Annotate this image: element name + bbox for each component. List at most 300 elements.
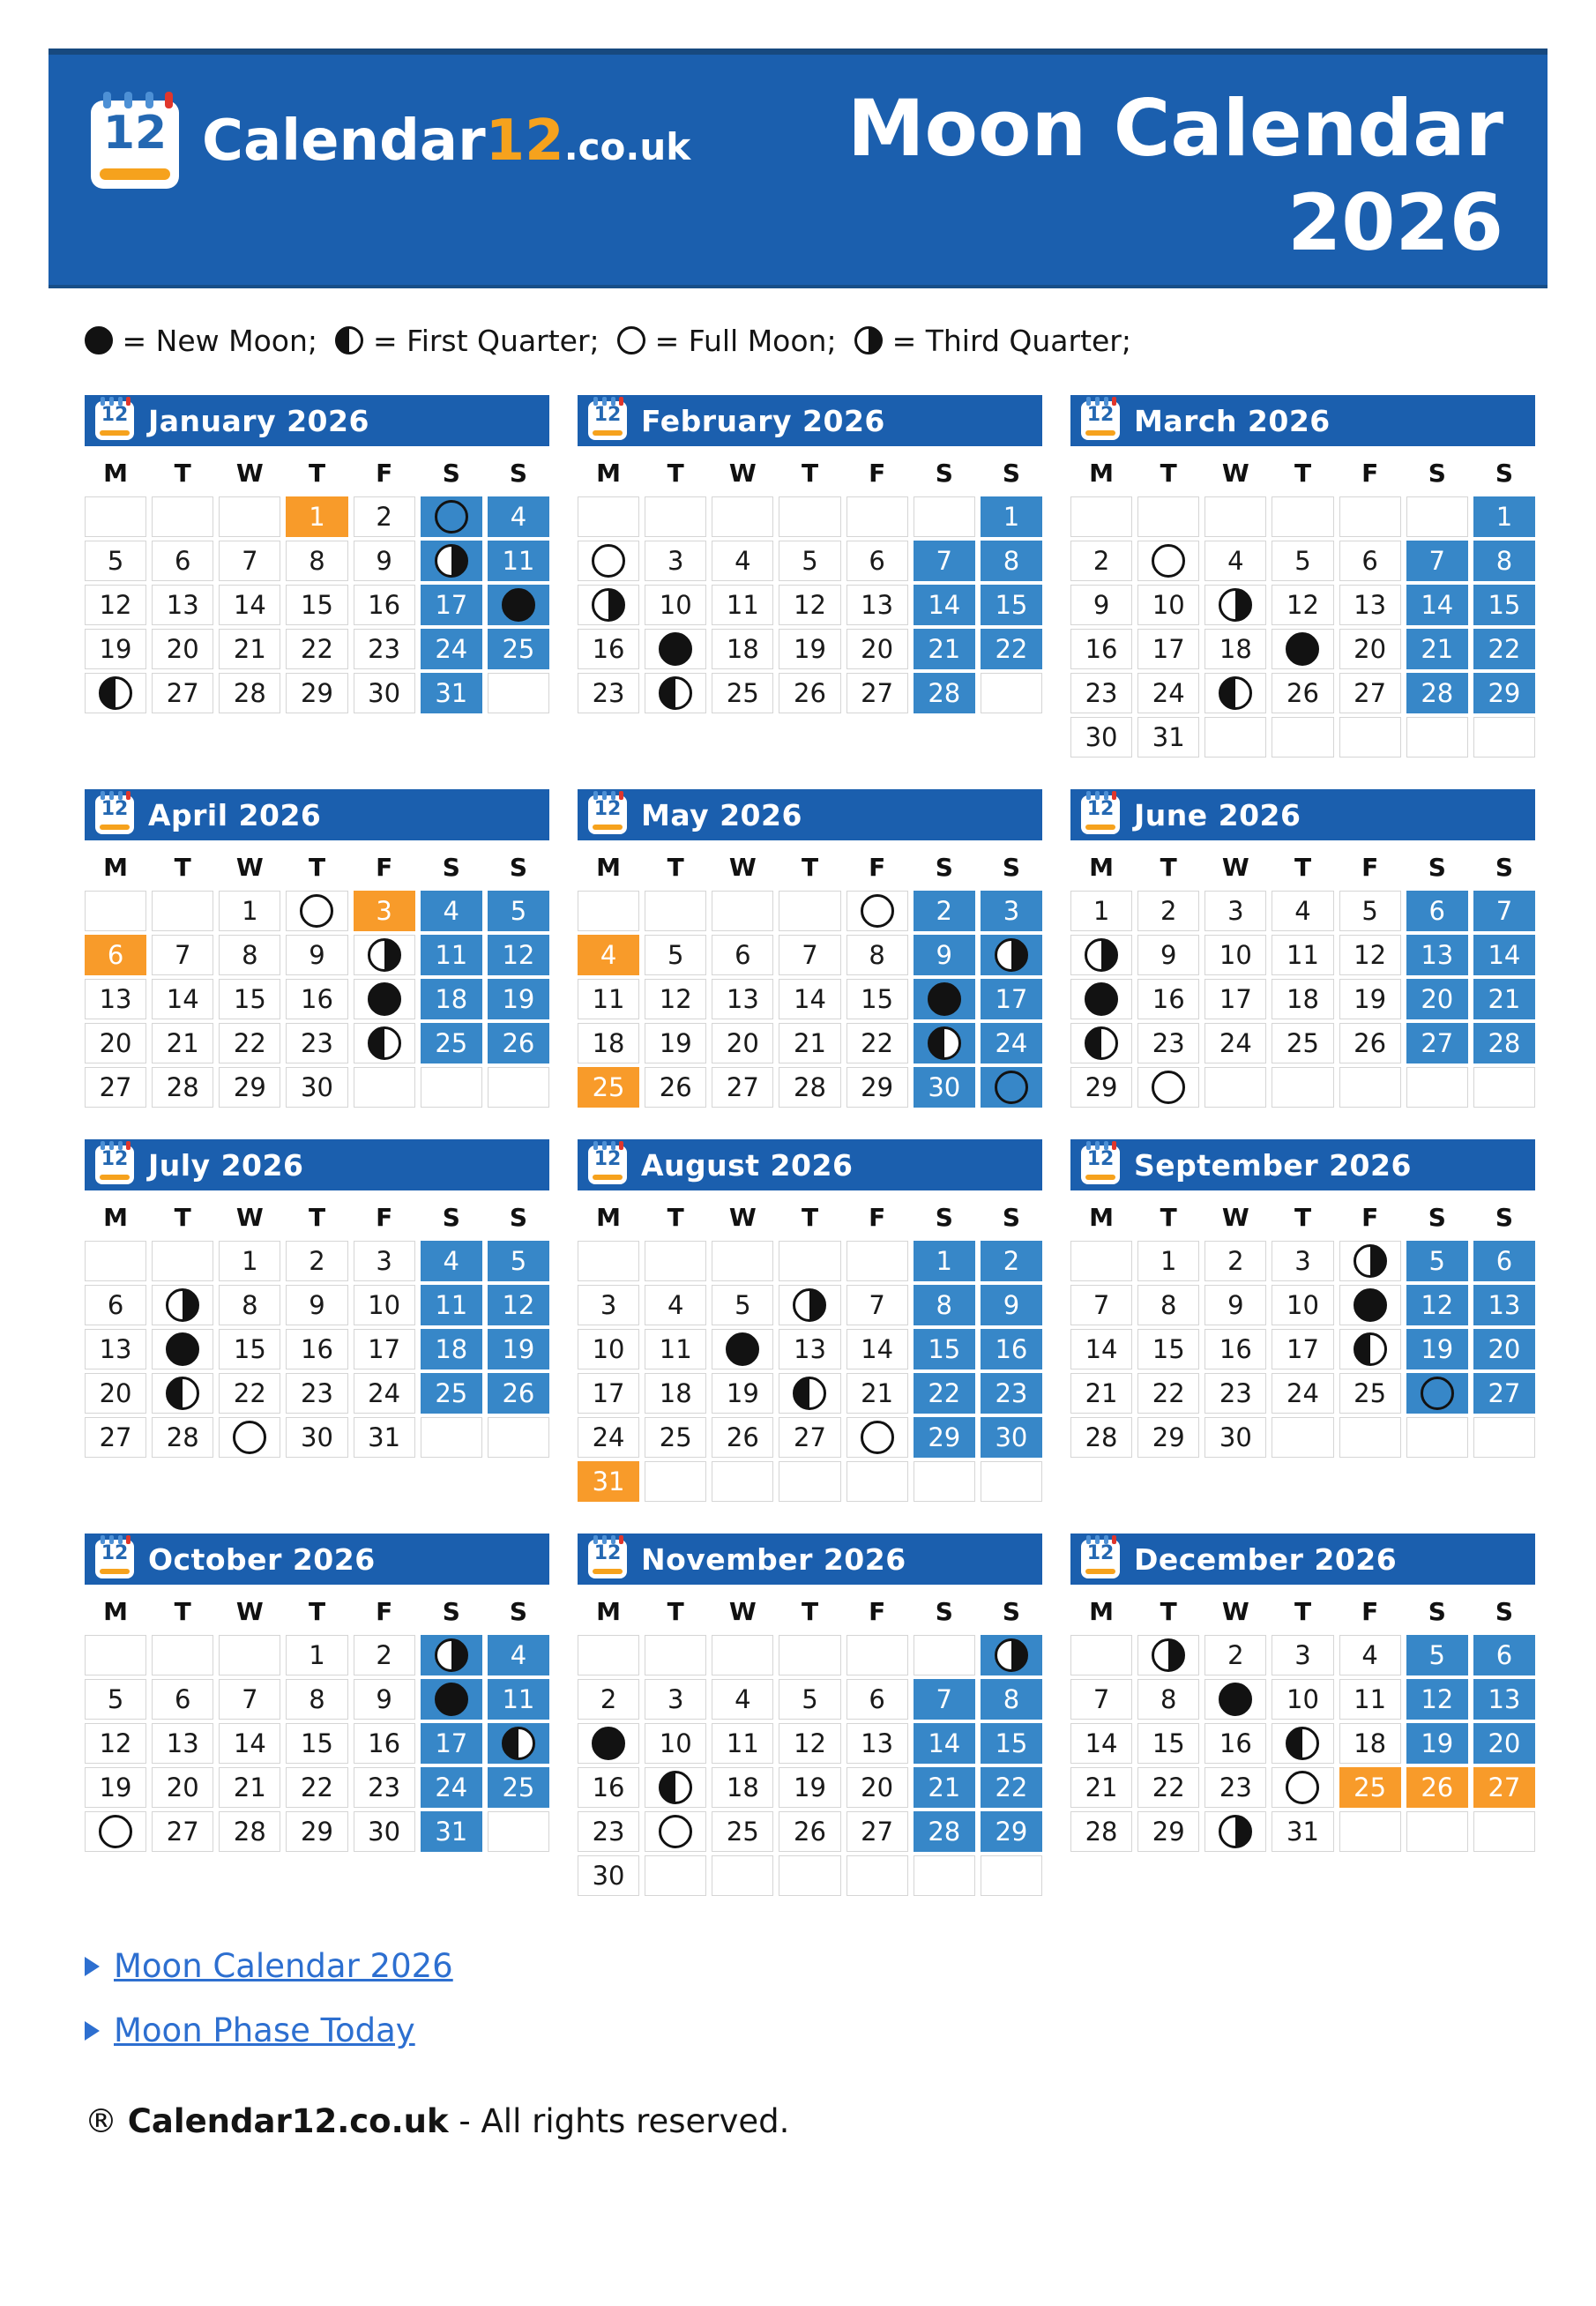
day-cell[interactable]: 24 [981, 1023, 1042, 1063]
day-cell[interactable]: 5 [1272, 541, 1333, 581]
day-cell[interactable]: 2 [354, 1635, 415, 1675]
day-cell[interactable]: 28 [914, 673, 975, 713]
day-cell[interactable]: 21 [846, 1373, 908, 1414]
day-cell[interactable]: 21 [1070, 1767, 1132, 1808]
day-cell[interactable]: 13 [152, 585, 213, 625]
day-cell[interactable]: 15 [981, 1723, 1042, 1764]
day-cell[interactable]: 29 [1137, 1417, 1199, 1458]
day-cell[interactable]: 25 [1339, 1373, 1401, 1414]
day-cell[interactable]: 18 [421, 1329, 482, 1369]
day-cell[interactable]: 4 [712, 1679, 773, 1720]
day-cell[interactable]: 23 [1204, 1373, 1266, 1414]
day-cell[interactable]: 24 [1204, 1023, 1266, 1063]
day-cell[interactable]: 15 [219, 1329, 280, 1369]
day-cell[interactable]: 3 [578, 1285, 639, 1325]
day-cell[interactable]: 28 [779, 1067, 840, 1108]
day-cell-moon-new[interactable] [578, 1723, 639, 1764]
day-cell[interactable]: 29 [846, 1067, 908, 1108]
day-cell[interactable]: 12 [1406, 1679, 1468, 1720]
day-cell[interactable]: 28 [219, 1811, 280, 1852]
day-cell[interactable]: 13 [1339, 585, 1401, 625]
day-cell-moon-full[interactable] [981, 1067, 1042, 1108]
day-cell-moon-third[interactable] [1204, 585, 1266, 625]
day-cell[interactable]: 7 [846, 1285, 908, 1325]
day-cell[interactable]: 1 [219, 891, 280, 931]
day-cell[interactable]: 14 [846, 1329, 908, 1369]
day-cell[interactable]: 13 [152, 1723, 213, 1764]
day-cell[interactable]: 26 [488, 1373, 549, 1414]
day-cell[interactable]: 5 [85, 1679, 146, 1720]
day-cell[interactable]: 26 [712, 1417, 773, 1458]
day-cell[interactable]: 9 [286, 935, 347, 975]
day-cell[interactable]: 2 [354, 496, 415, 537]
day-cell[interactable]: 15 [286, 585, 347, 625]
day-cell-moon-third[interactable] [421, 1635, 482, 1675]
day-cell[interactable]: 9 [914, 935, 975, 975]
day-cell[interactable]: 16 [354, 1723, 415, 1764]
day-cell[interactable]: 19 [1406, 1723, 1468, 1764]
day-cell-moon-first[interactable] [1272, 1723, 1333, 1764]
day-cell[interactable]: 25 [488, 1767, 549, 1808]
day-cell[interactable]: 16 [981, 1329, 1042, 1369]
day-cell[interactable]: 10 [1137, 585, 1199, 625]
day-cell[interactable]: 1 [1473, 496, 1535, 537]
day-cell[interactable]: 28 [152, 1067, 213, 1108]
day-cell[interactable]: 12 [1339, 935, 1401, 975]
day-cell[interactable]: 20 [1473, 1723, 1535, 1764]
day-cell-moon-new[interactable] [1204, 1679, 1266, 1720]
day-cell-moon-third[interactable] [981, 935, 1042, 975]
day-cell[interactable]: 7 [219, 1679, 280, 1720]
day-cell[interactable]: 3 [354, 1241, 415, 1281]
day-cell[interactable]: 8 [1473, 541, 1535, 581]
day-cell-moon-full[interactable] [846, 1417, 908, 1458]
day-cell-moon-new[interactable] [1070, 979, 1132, 1019]
day-cell-moon-full[interactable] [1137, 1067, 1199, 1108]
day-cell-moon-full[interactable] [1406, 1373, 1468, 1414]
site-logo[interactable] [91, 97, 690, 191]
day-cell[interactable]: 29 [914, 1417, 975, 1458]
day-cell[interactable]: 30 [286, 1067, 347, 1108]
day-cell[interactable]: 8 [981, 1679, 1042, 1720]
day-cell[interactable]: 1 [219, 1241, 280, 1281]
day-cell-moon-full[interactable] [1137, 541, 1199, 581]
day-cell[interactable]: 7 [219, 541, 280, 581]
day-cell[interactable]: 10 [354, 1285, 415, 1325]
day-cell-moon-third[interactable] [578, 585, 639, 625]
day-cell[interactable]: 20 [1406, 979, 1468, 1019]
day-cell[interactable]: 22 [219, 1373, 280, 1414]
day-cell[interactable]: 24 [421, 629, 482, 669]
day-cell-moon-new[interactable] [1272, 629, 1333, 669]
day-cell[interactable]: 27 [85, 1417, 146, 1458]
day-cell[interactable]: 16 [1070, 629, 1132, 669]
day-cell[interactable]: 17 [1137, 629, 1199, 669]
day-cell-moon-third[interactable] [1339, 1241, 1401, 1281]
day-cell[interactable]: 10 [645, 585, 706, 625]
day-cell[interactable]: 25 [421, 1373, 482, 1414]
day-cell[interactable]: 13 [712, 979, 773, 1019]
day-cell[interactable]: 29 [219, 1067, 280, 1108]
day-cell[interactable]: 8 [914, 1285, 975, 1325]
day-cell[interactable]: 14 [1070, 1329, 1132, 1369]
day-cell[interactable]: 12 [1406, 1285, 1468, 1325]
day-cell[interactable]: 20 [1339, 629, 1401, 669]
day-cell[interactable]: 14 [219, 1723, 280, 1764]
day-cell[interactable]: 13 [1406, 935, 1468, 975]
day-cell[interactable]: 16 [286, 979, 347, 1019]
day-cell[interactable]: 4 [1272, 891, 1333, 931]
day-cell[interactable]: 27 [1473, 1767, 1535, 1808]
day-cell[interactable]: 22 [286, 1767, 347, 1808]
day-cell[interactable]: 13 [85, 1329, 146, 1369]
day-cell[interactable]: 20 [152, 1767, 213, 1808]
day-cell[interactable]: 1 [286, 1635, 347, 1675]
day-cell[interactable]: 6 [846, 1679, 908, 1720]
day-cell[interactable]: 22 [219, 1023, 280, 1063]
day-cell[interactable]: 24 [354, 1373, 415, 1414]
day-cell[interactable]: 16 [1137, 979, 1199, 1019]
day-cell[interactable]: 20 [846, 629, 908, 669]
day-cell-moon-first[interactable] [354, 1023, 415, 1063]
day-cell[interactable]: 15 [914, 1329, 975, 1369]
day-cell[interactable]: 7 [914, 1679, 975, 1720]
day-cell-moon-third[interactable] [152, 1285, 213, 1325]
day-cell[interactable]: 31 [1137, 717, 1199, 757]
day-cell[interactable]: 4 [421, 891, 482, 931]
day-cell[interactable]: 16 [1204, 1723, 1266, 1764]
day-cell[interactable]: 30 [981, 1417, 1042, 1458]
day-cell[interactable]: 29 [286, 1811, 347, 1852]
day-cell[interactable]: 13 [1473, 1679, 1535, 1720]
day-cell[interactable]: 20 [85, 1023, 146, 1063]
day-cell[interactable]: 10 [578, 1329, 639, 1369]
day-cell-moon-third[interactable] [1070, 935, 1132, 975]
day-cell[interactable]: 20 [846, 1767, 908, 1808]
day-cell[interactable]: 27 [85, 1067, 146, 1108]
day-cell-moon-new[interactable] [914, 979, 975, 1019]
day-cell[interactable]: 5 [779, 1679, 840, 1720]
day-cell[interactable]: 9 [1070, 585, 1132, 625]
day-cell[interactable]: 11 [488, 541, 549, 581]
day-cell[interactable]: 3 [1272, 1241, 1333, 1281]
day-cell[interactable]: 16 [286, 1329, 347, 1369]
day-cell[interactable]: 16 [578, 629, 639, 669]
day-cell[interactable]: 22 [981, 1767, 1042, 1808]
day-cell[interactable]: 24 [1272, 1373, 1333, 1414]
day-cell-moon-full[interactable] [846, 891, 908, 931]
day-cell[interactable]: 4 [712, 541, 773, 581]
day-cell[interactable]: 22 [1473, 629, 1535, 669]
day-cell[interactable]: 27 [152, 673, 213, 713]
day-cell[interactable]: 18 [1272, 979, 1333, 1019]
day-cell[interactable]: 21 [219, 1767, 280, 1808]
day-cell[interactable]: 18 [421, 979, 482, 1019]
day-cell[interactable]: 8 [219, 1285, 280, 1325]
day-cell[interactable]: 31 [421, 1811, 482, 1852]
day-cell-moon-first[interactable] [488, 1723, 549, 1764]
day-cell-moon-new[interactable] [152, 1329, 213, 1369]
day-cell-moon-first[interactable] [645, 1767, 706, 1808]
day-cell-moon-full[interactable] [645, 1811, 706, 1852]
day-cell[interactable]: 7 [152, 935, 213, 975]
day-cell[interactable]: 15 [219, 979, 280, 1019]
day-cell[interactable]: 5 [645, 935, 706, 975]
day-cell[interactable]: 6 [1339, 541, 1401, 581]
day-cell[interactable]: 6 [85, 935, 146, 975]
day-cell[interactable]: 14 [152, 979, 213, 1019]
day-cell[interactable]: 22 [914, 1373, 975, 1414]
day-cell[interactable]: 12 [779, 585, 840, 625]
day-cell[interactable]: 18 [645, 1373, 706, 1414]
day-cell[interactable]: 17 [578, 1373, 639, 1414]
day-cell[interactable]: 5 [712, 1285, 773, 1325]
day-cell[interactable]: 21 [219, 629, 280, 669]
day-cell[interactable]: 31 [421, 673, 482, 713]
day-cell[interactable]: 23 [1137, 1023, 1199, 1063]
day-cell[interactable]: 26 [1272, 673, 1333, 713]
day-cell[interactable]: 7 [1070, 1679, 1132, 1720]
day-cell[interactable]: 5 [85, 541, 146, 581]
day-cell[interactable]: 1 [1137, 1241, 1199, 1281]
day-cell-moon-full[interactable] [421, 496, 482, 537]
day-cell[interactable]: 3 [354, 891, 415, 931]
day-cell-moon-full[interactable] [1272, 1767, 1333, 1808]
day-cell[interactable]: 12 [488, 935, 549, 975]
day-cell[interactable]: 6 [1406, 891, 1468, 931]
day-cell[interactable]: 16 [1204, 1329, 1266, 1369]
day-cell[interactable]: 10 [1272, 1285, 1333, 1325]
day-cell-moon-third[interactable] [1204, 1811, 1266, 1852]
day-cell[interactable]: 11 [712, 1723, 773, 1764]
day-cell[interactable]: 5 [488, 1241, 549, 1281]
day-cell[interactable]: 11 [1339, 1679, 1401, 1720]
day-cell[interactable]: 14 [914, 585, 975, 625]
day-cell[interactable]: 20 [712, 1023, 773, 1063]
day-cell[interactable]: 24 [421, 1767, 482, 1808]
day-cell[interactable]: 3 [981, 891, 1042, 931]
day-cell[interactable]: 21 [779, 1023, 840, 1063]
day-cell[interactable]: 3 [645, 541, 706, 581]
day-cell[interactable]: 5 [1339, 891, 1401, 931]
day-cell-moon-first[interactable] [85, 673, 146, 713]
day-cell[interactable]: 27 [1473, 1373, 1535, 1414]
day-cell[interactable]: 25 [1339, 1767, 1401, 1808]
day-cell[interactable]: 11 [1272, 935, 1333, 975]
day-cell[interactable]: 10 [1272, 1679, 1333, 1720]
day-cell[interactable]: 13 [85, 979, 146, 1019]
day-cell[interactable]: 27 [712, 1067, 773, 1108]
day-cell[interactable]: 21 [1070, 1373, 1132, 1414]
day-cell[interactable]: 9 [354, 541, 415, 581]
day-cell[interactable]: 23 [981, 1373, 1042, 1414]
day-cell-moon-first[interactable] [914, 1023, 975, 1063]
day-cell[interactable]: 20 [152, 629, 213, 669]
day-cell[interactable]: 21 [152, 1023, 213, 1063]
day-cell[interactable]: 2 [981, 1241, 1042, 1281]
day-cell[interactable]: 23 [354, 1767, 415, 1808]
day-cell[interactable]: 5 [1406, 1635, 1468, 1675]
day-cell[interactable]: 17 [421, 1723, 482, 1764]
day-cell[interactable]: 6 [152, 541, 213, 581]
day-cell[interactable]: 2 [1137, 891, 1199, 931]
day-cell-moon-first[interactable] [1339, 1329, 1401, 1369]
day-cell[interactable]: 14 [1070, 1723, 1132, 1764]
day-cell[interactable]: 23 [578, 673, 639, 713]
day-cell[interactable]: 28 [1406, 673, 1468, 713]
day-cell[interactable]: 27 [846, 1811, 908, 1852]
day-cell[interactable]: 29 [1473, 673, 1535, 713]
day-cell[interactable]: 11 [712, 585, 773, 625]
day-cell-moon-full[interactable] [286, 891, 347, 931]
day-cell[interactable]: 12 [488, 1285, 549, 1325]
day-cell[interactable]: 26 [488, 1023, 549, 1063]
day-cell-moon-full[interactable] [219, 1417, 280, 1458]
day-cell[interactable]: 26 [779, 1811, 840, 1852]
day-cell[interactable]: 13 [1473, 1285, 1535, 1325]
day-cell[interactable]: 6 [1473, 1241, 1535, 1281]
day-cell[interactable]: 8 [1137, 1679, 1199, 1720]
day-cell[interactable]: 4 [1339, 1635, 1401, 1675]
day-cell[interactable]: 5 [488, 891, 549, 931]
day-cell-moon-new[interactable] [712, 1329, 773, 1369]
day-cell[interactable]: 19 [712, 1373, 773, 1414]
day-cell[interactable]: 26 [779, 673, 840, 713]
day-cell[interactable]: 27 [152, 1811, 213, 1852]
day-cell[interactable]: 14 [1473, 935, 1535, 975]
day-cell[interactable]: 29 [981, 1811, 1042, 1852]
day-cell[interactable]: 17 [354, 1329, 415, 1369]
day-cell[interactable]: 19 [85, 629, 146, 669]
day-cell[interactable]: 4 [421, 1241, 482, 1281]
day-cell[interactable]: 19 [488, 1329, 549, 1369]
day-cell[interactable]: 23 [578, 1811, 639, 1852]
day-cell[interactable]: 21 [914, 1767, 975, 1808]
day-cell[interactable]: 12 [85, 1723, 146, 1764]
day-cell[interactable]: 13 [846, 585, 908, 625]
day-cell-moon-third[interactable] [421, 541, 482, 581]
day-cell[interactable]: 10 [1204, 935, 1266, 975]
day-cell[interactable]: 28 [219, 673, 280, 713]
day-cell[interactable]: 23 [286, 1023, 347, 1063]
day-cell[interactable]: 19 [779, 629, 840, 669]
day-cell[interactable]: 15 [1137, 1329, 1199, 1369]
day-cell[interactable]: 25 [1272, 1023, 1333, 1063]
day-cell[interactable]: 11 [488, 1679, 549, 1720]
day-cell[interactable]: 18 [712, 1767, 773, 1808]
day-cell-moon-full[interactable] [85, 1811, 146, 1852]
day-cell-moon-first[interactable] [1070, 1023, 1132, 1063]
day-cell-moon-first[interactable] [645, 673, 706, 713]
day-cell[interactable]: 28 [1473, 1023, 1535, 1063]
day-cell[interactable]: 30 [1204, 1417, 1266, 1458]
day-cell[interactable]: 26 [1406, 1767, 1468, 1808]
day-cell[interactable]: 31 [354, 1417, 415, 1458]
day-cell[interactable]: 4 [1204, 541, 1266, 581]
day-cell[interactable]: 1 [286, 496, 347, 537]
day-cell[interactable]: 26 [1339, 1023, 1401, 1063]
day-cell[interactable]: 25 [488, 629, 549, 669]
day-cell[interactable]: 2 [578, 1679, 639, 1720]
day-cell[interactable]: 30 [578, 1855, 639, 1896]
day-cell[interactable]: 14 [779, 979, 840, 1019]
day-cell[interactable]: 7 [779, 935, 840, 975]
day-cell[interactable]: 12 [779, 1723, 840, 1764]
day-cell[interactable]: 11 [645, 1329, 706, 1369]
day-cell[interactable]: 22 [1137, 1373, 1199, 1414]
day-cell[interactable]: 6 [152, 1679, 213, 1720]
day-cell[interactable]: 29 [286, 673, 347, 713]
day-cell-moon-first[interactable] [1204, 673, 1266, 713]
day-cell-moon-third[interactable] [354, 935, 415, 975]
day-cell[interactable]: 22 [286, 629, 347, 669]
day-cell[interactable]: 31 [1272, 1811, 1333, 1852]
day-cell[interactable]: 27 [1339, 673, 1401, 713]
moon-phase-today-link[interactable]: Moon Phase Today [114, 2011, 415, 2049]
day-cell[interactable]: 21 [1406, 629, 1468, 669]
day-cell[interactable]: 9 [286, 1285, 347, 1325]
day-cell-moon-new[interactable] [421, 1679, 482, 1720]
day-cell[interactable]: 15 [1473, 585, 1535, 625]
day-cell[interactable]: 6 [85, 1285, 146, 1325]
day-cell[interactable]: 20 [85, 1373, 146, 1414]
day-cell[interactable]: 17 [1272, 1329, 1333, 1369]
day-cell[interactable]: 8 [1137, 1285, 1199, 1325]
day-cell[interactable]: 7 [1473, 891, 1535, 931]
day-cell[interactable]: 6 [846, 541, 908, 581]
day-cell[interactable]: 28 [152, 1417, 213, 1458]
day-cell[interactable]: 2 [1204, 1241, 1266, 1281]
day-cell[interactable]: 23 [1204, 1767, 1266, 1808]
day-cell[interactable]: 19 [85, 1767, 146, 1808]
day-cell[interactable]: 12 [645, 979, 706, 1019]
day-cell[interactable]: 30 [354, 673, 415, 713]
day-cell[interactable]: 3 [1204, 891, 1266, 931]
day-cell[interactable]: 4 [488, 496, 549, 537]
day-cell[interactable]: 25 [712, 1811, 773, 1852]
day-cell[interactable]: 18 [1204, 629, 1266, 669]
day-cell[interactable]: 22 [846, 1023, 908, 1063]
day-cell[interactable]: 5 [1406, 1241, 1468, 1281]
day-cell[interactable]: 5 [779, 541, 840, 581]
day-cell[interactable]: 27 [1406, 1023, 1468, 1063]
day-cell-moon-third[interactable] [779, 1285, 840, 1325]
day-cell[interactable]: 29 [1137, 1811, 1199, 1852]
day-cell[interactable]: 23 [1070, 673, 1132, 713]
day-cell[interactable]: 28 [1070, 1811, 1132, 1852]
day-cell[interactable]: 28 [1070, 1417, 1132, 1458]
day-cell[interactable]: 18 [712, 629, 773, 669]
day-cell[interactable]: 2 [286, 1241, 347, 1281]
day-cell-moon-third[interactable] [1137, 1635, 1199, 1675]
day-cell[interactable]: 25 [578, 1067, 639, 1108]
day-cell[interactable]: 1 [981, 496, 1042, 537]
day-cell[interactable]: 19 [779, 1767, 840, 1808]
day-cell[interactable]: 2 [914, 891, 975, 931]
day-cell[interactable]: 18 [578, 1023, 639, 1063]
day-cell[interactable]: 24 [578, 1417, 639, 1458]
day-cell[interactable]: 6 [712, 935, 773, 975]
day-cell-moon-first[interactable] [779, 1373, 840, 1414]
day-cell[interactable]: 19 [1406, 1329, 1468, 1369]
day-cell[interactable]: 25 [712, 673, 773, 713]
day-cell[interactable]: 12 [85, 585, 146, 625]
day-cell[interactable]: 9 [1137, 935, 1199, 975]
day-cell[interactable]: 9 [354, 1679, 415, 1720]
day-cell[interactable]: 27 [846, 673, 908, 713]
day-cell-moon-new[interactable] [645, 629, 706, 669]
day-cell[interactable]: 4 [645, 1285, 706, 1325]
